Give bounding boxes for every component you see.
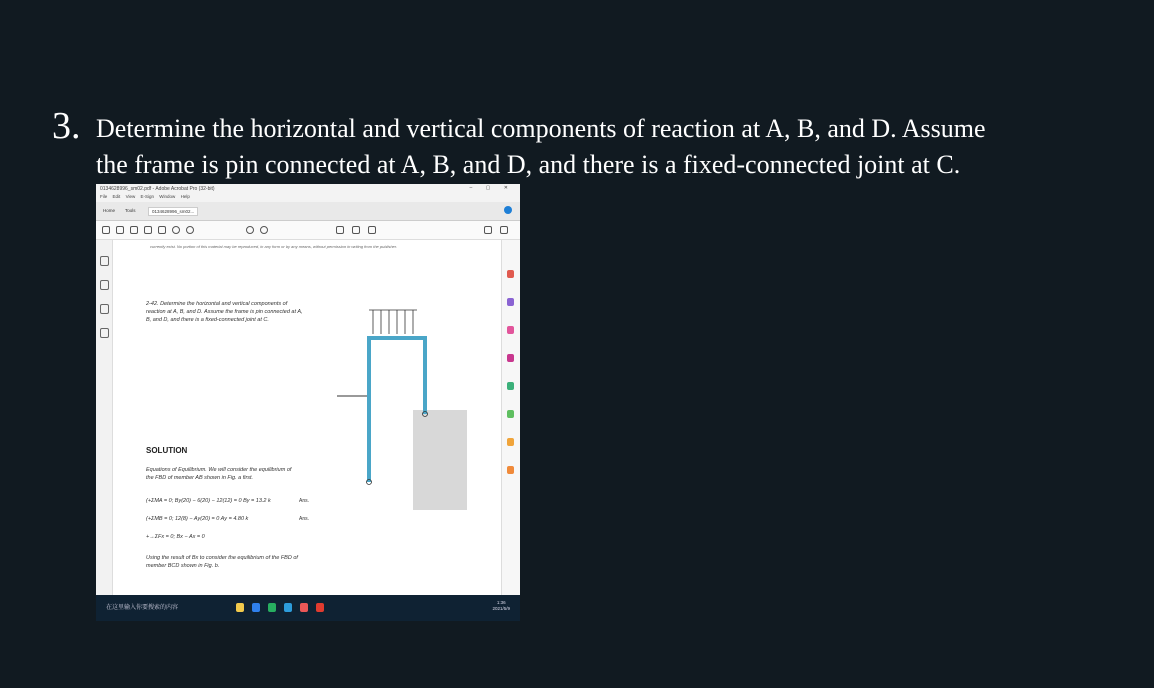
toolbar <box>96 221 520 240</box>
answer-label-1: Ans. <box>299 498 310 504</box>
menu-esign[interactable]: E-Sign <box>140 194 155 199</box>
beam-bc <box>367 336 427 340</box>
copyright-notice: currently exist. No portion of this material may be reproduced, in any form or by any means, without permission in writing from the publisher. <box>150 244 398 249</box>
share-icon[interactable] <box>484 226 492 234</box>
app-icon[interactable] <box>268 603 276 612</box>
menu-file[interactable]: File <box>100 194 108 199</box>
search-icon[interactable] <box>158 226 166 234</box>
attachments-icon[interactable] <box>100 304 109 314</box>
prev-page-icon[interactable] <box>172 226 180 234</box>
protect-icon[interactable] <box>507 466 514 474</box>
system-clock <box>492 600 510 612</box>
acrobat-icon[interactable] <box>300 603 308 612</box>
print-icon[interactable] <box>144 226 152 234</box>
tab-document[interactable]: 0134628996_sm02... <box>148 207 198 216</box>
create-pdf-icon[interactable] <box>507 298 514 306</box>
combine-files-icon[interactable] <box>507 382 514 390</box>
bookmarks-icon[interactable] <box>100 280 109 290</box>
comment-tool-icon[interactable] <box>507 354 514 362</box>
file-explorer-icon[interactable] <box>236 603 244 612</box>
column-ab <box>367 336 371 482</box>
signatures-icon[interactable] <box>100 328 109 338</box>
sign-icon[interactable] <box>368 226 376 234</box>
sidebar-toggle-icon[interactable] <box>102 226 110 234</box>
answer-label-2: Ans. <box>299 516 310 522</box>
organize-pages-icon[interactable] <box>507 410 514 418</box>
pdf-app-icon[interactable] <box>316 603 324 612</box>
browser-icon[interactable] <box>252 603 260 612</box>
menu-help[interactable]: Help <box>180 194 190 199</box>
question-number: 3. <box>52 105 81 147</box>
tabbar <box>96 202 520 221</box>
equation-1: (+ΣMA = 0; By(20) − 6(20) − 12(12) = 0 By = 13.2 k <box>146 498 271 504</box>
upload-icon[interactable] <box>130 226 138 234</box>
ground-support <box>413 410 467 510</box>
solution-heading: SOLUTION <box>146 446 188 455</box>
edit-pdf-icon[interactable] <box>507 326 514 334</box>
export-pdf-icon[interactable] <box>507 270 514 278</box>
window-controls[interactable]: – ▢ ✕ <box>469 185 514 191</box>
tab-home[interactable]: Home <box>103 208 116 213</box>
taskbar <box>96 595 520 621</box>
problem-statement: 2-42. Determine the horizontal and vertical components of reaction at A, B, and D. Assume the frame is pin connected at A, B, and D, and there is a fixed-connected joint at C. <box>146 301 303 323</box>
clock-time: 1:36 <box>496 600 506 605</box>
document-page <box>113 240 501 595</box>
question-text-line1: Determine the horizontal and vertical components of reaction at A, B, and D. Assume <box>96 114 986 143</box>
tab-tools[interactable]: Tools <box>125 208 136 213</box>
menu-window[interactable]: Window <box>159 194 176 199</box>
embedded-screenshot <box>96 184 520 621</box>
taskbar-search[interactable]: 在这里输入你要搜索的内容 <box>106 605 179 611</box>
account-icon[interactable] <box>504 206 512 214</box>
page-thumbnails-icon[interactable] <box>100 256 109 266</box>
question-text-line2: the frame is pin connected at A, B, and D, and there is a fixed-connected joint at C. <box>96 150 961 179</box>
app-icon[interactable] <box>284 603 292 612</box>
window-titlebar <box>96 184 520 194</box>
fill-sign-icon[interactable] <box>507 438 514 446</box>
menu-view[interactable]: View <box>125 194 136 199</box>
equation-3: +→ΣFx = 0; Bx − Ax = 0 <box>146 534 205 540</box>
right-tools-rail <box>501 240 520 595</box>
save-icon[interactable] <box>500 226 508 234</box>
zoom-out-icon[interactable] <box>246 226 254 234</box>
zoom-in-icon[interactable] <box>260 226 268 234</box>
next-page-icon[interactable] <box>186 226 194 234</box>
equation-intro: Equations of Equilibrium. We will consider the equilibrium of the FBD of member AB shown in Fig. a first. <box>146 467 292 481</box>
window-title: 0134628996_sm02.pdf - Adobe Acrobat Pro (32-bit) <box>100 186 215 192</box>
frame-diagram <box>323 280 503 510</box>
menu-edit[interactable]: Edit <box>112 194 121 199</box>
highlight-icon[interactable] <box>352 226 360 234</box>
bookmark-icon[interactable] <box>116 226 124 234</box>
column-cd <box>423 336 427 414</box>
equation-2: (+ΣMB = 0; 12(8) − Ay(20) = 0 Ay = 4.80 k <box>146 516 249 522</box>
equation-4: Using the result of Bx to consider the equilibrium of the FBD of member BCD shown in Fig. b. <box>146 555 298 569</box>
clock-date: 2021/5/9 <box>492 606 510 611</box>
menubar <box>96 194 520 202</box>
left-navigation-rail <box>96 240 113 595</box>
comment-icon[interactable] <box>336 226 344 234</box>
